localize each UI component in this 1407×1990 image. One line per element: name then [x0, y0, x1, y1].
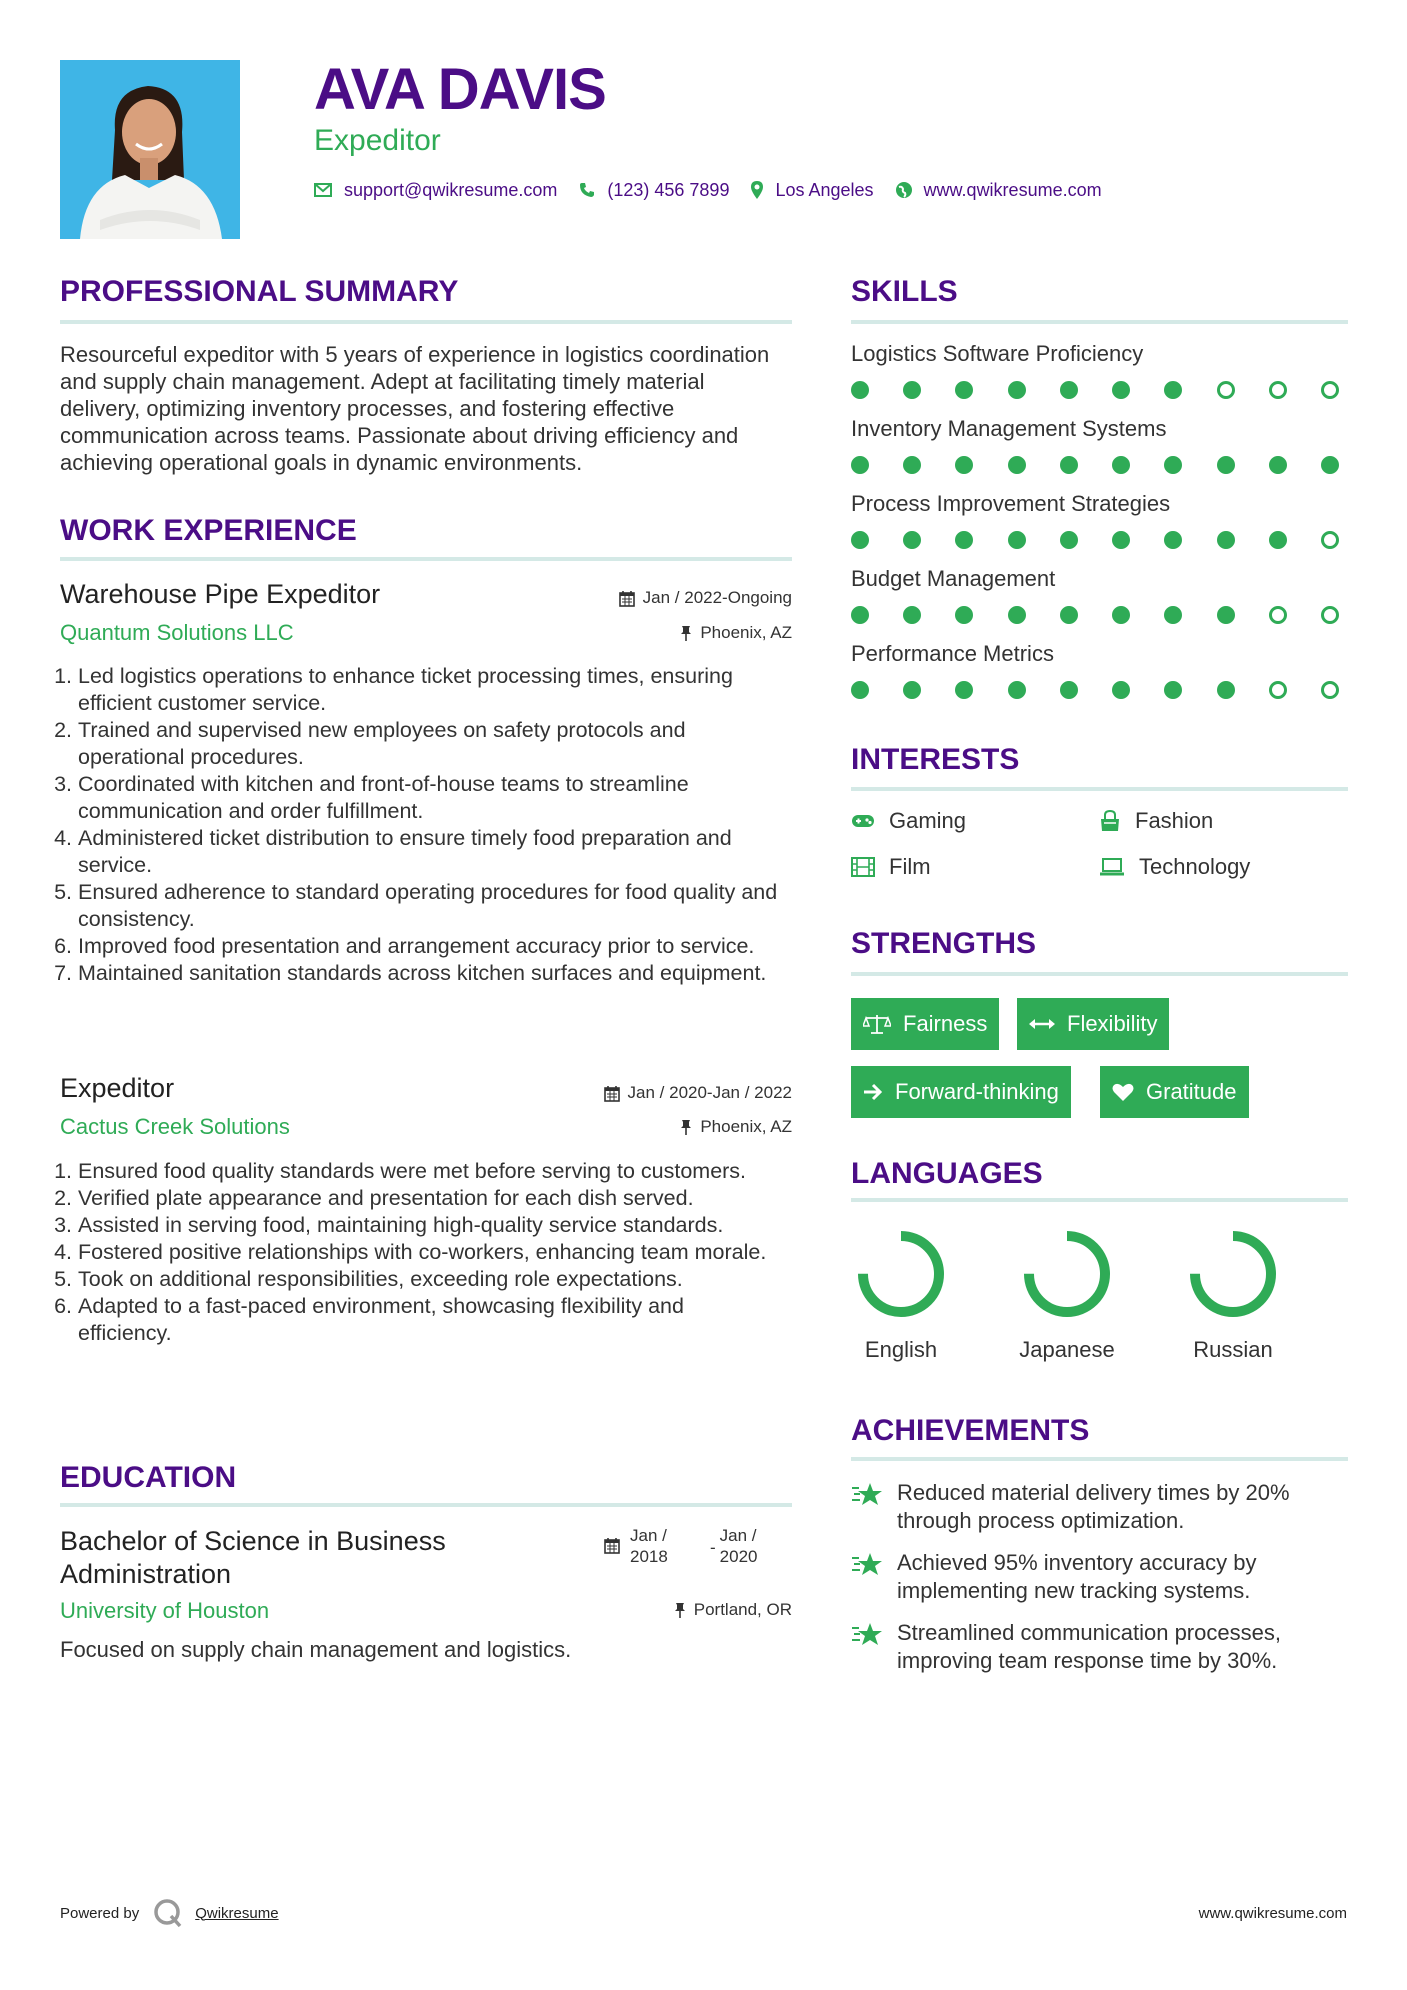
rating-dot-empty — [1217, 381, 1235, 399]
languages-divider — [851, 1198, 1348, 1202]
job-location-text: Phoenix, AZ — [700, 623, 792, 642]
interest-label: Technology — [1139, 854, 1251, 879]
skill-name: Budget Management — [851, 566, 1056, 591]
education-divider — [60, 1503, 792, 1507]
interest-label: Fashion — [1135, 808, 1214, 833]
list-item: 1. Led logistics operations to enhance ticket processing times, ensuring efficient customer service. — [78, 663, 780, 717]
skill-name: Inventory Management Systems — [851, 416, 1167, 441]
rating-dot-filled — [955, 606, 973, 624]
job-title: Expeditor — [60, 1073, 175, 1103]
rating-dot-filled — [955, 531, 973, 549]
rating-dot-empty — [1321, 681, 1339, 699]
strength-label: Flexibility — [1067, 1011, 1158, 1036]
globe-icon — [896, 182, 912, 198]
rating-dot-empty — [1321, 606, 1339, 624]
rating-dot-filled — [1008, 381, 1026, 399]
location-text: Los Angeles — [775, 179, 874, 200]
strength-label: Forward-thinking — [895, 1079, 1059, 1104]
strength-tag — [851, 998, 999, 1050]
list-item: 2. Verified plate appearance and presentation for each dish served. — [78, 1185, 780, 1212]
language-item — [1007, 1224, 1127, 1363]
contact-location — [751, 180, 873, 201]
skills-heading: SKILLS — [851, 275, 958, 308]
qwikresume-link[interactable]: Qwikresume — [195, 1904, 279, 1922]
summary-divider — [60, 320, 792, 324]
shopping-bag-icon — [1099, 810, 1121, 832]
language-proficiency-ring — [1017, 1224, 1117, 1324]
language-name: Russian — [1193, 1337, 1273, 1362]
rating-dot-filled — [1112, 606, 1130, 624]
school-name: University of Houston — [60, 1598, 270, 1623]
job-dates-text: Jan / 2022-Ongoing — [642, 588, 792, 607]
job-dates-text: Jan / 2020-Jan / 2022 — [627, 1083, 792, 1102]
education-heading: EDUCATION — [60, 1461, 237, 1494]
rating-dot-filled — [955, 681, 973, 699]
gamepad-icon — [851, 813, 875, 829]
skill-name: Logistics Software Proficiency — [851, 341, 1144, 366]
footer-powered-by — [60, 1898, 279, 1928]
interests-heading: INTERESTS — [851, 743, 1020, 776]
website-text: www.qwikresume.com — [923, 179, 1102, 200]
strengths-divider — [851, 972, 1348, 976]
achievement-item — [851, 1619, 1331, 1675]
job-location — [480, 623, 792, 643]
interest-technology — [1099, 854, 1250, 880]
language-proficiency-ring — [1183, 1224, 1283, 1324]
rating-dot-filled — [1112, 681, 1130, 699]
rating-dot-filled — [903, 606, 921, 624]
star-icon — [851, 1481, 883, 1509]
rating-dot-empty — [1269, 681, 1287, 699]
skills-divider — [851, 320, 1348, 324]
rating-dot-filled — [1008, 456, 1026, 474]
star-icon — [851, 1621, 883, 1649]
rating-dot-filled — [1008, 606, 1026, 624]
laptop-icon — [1099, 858, 1125, 876]
pin-icon — [674, 1602, 686, 1618]
rating-dot-filled — [851, 381, 869, 399]
qwikresume-logo-icon — [153, 1898, 183, 1928]
rating-dot-filled — [1164, 531, 1182, 549]
list-item: 1. Ensured food quality standards were met before serving to customers. — [78, 1158, 780, 1185]
achievements-heading: ACHIEVEMENTS — [851, 1414, 1090, 1447]
language-name: Japanese — [1019, 1337, 1115, 1362]
list-item: 3. Assisted in serving food, maintaining high-quality service standards. — [78, 1212, 780, 1239]
strengths-heading: STRENGTHS — [851, 927, 1037, 960]
list-item: 6. Adapted to a fast-paced environment, showcasing flexibility and efficiency. — [78, 1293, 780, 1347]
skill-rating — [851, 606, 1339, 624]
language-item — [841, 1224, 961, 1363]
rating-dot-filled — [1164, 681, 1182, 699]
list-item: 3. Coordinated with kitchen and front-of-house teams to streamline communication and order fulfillment. — [78, 771, 780, 825]
proficiency-arc — [863, 1236, 939, 1312]
rating-dot-filled — [851, 681, 869, 699]
profile-photo — [60, 60, 240, 239]
interest-label: Film — [889, 854, 931, 879]
language-name: English — [864, 1337, 938, 1362]
summary-text: Resourceful expeditor with 5 years of experience in logistics coordination and supply chain management. Adept at facilitating timely material delivery, optimizing inventory processes, and fostering effective communication across teams. Passionate about driving efficiency and achieving operational goals in dynamic environments. — [60, 342, 770, 475]
rating-dot-filled — [1217, 606, 1235, 624]
arrow-right-icon — [863, 1083, 883, 1101]
language-proficiency-ring — [851, 1224, 951, 1324]
rating-dot-filled — [851, 531, 869, 549]
degree-title: Bachelor of Science in Business Administration — [60, 1526, 446, 1589]
strength-label: Fairness — [903, 1011, 988, 1036]
experience-divider — [60, 557, 792, 561]
achievement-item — [851, 1479, 1331, 1535]
list-item: 5. Ensured adherence to standard operating procedures for food quality and consistency. — [78, 879, 780, 933]
job-responsibilities — [60, 1158, 780, 1347]
interest-film — [851, 854, 931, 880]
rating-dot-filled — [1060, 531, 1078, 549]
email-text: support@qwikresume.com — [344, 179, 558, 200]
map-pin-icon — [751, 181, 763, 199]
calendar-icon — [604, 1085, 620, 1102]
rating-dot-filled — [1164, 606, 1182, 624]
rating-dot-filled — [851, 456, 869, 474]
strength-tag — [851, 1066, 1071, 1118]
rating-dot-filled — [903, 681, 921, 699]
candidate-name: AVA DAVIS — [314, 57, 606, 122]
list-item: 4. Fostered positive relationships with co-workers, enhancing team morale. — [78, 1239, 780, 1266]
achievement-text: Streamlined communication processes, improving team response time by 30%. — [897, 1620, 1281, 1673]
skill-name: Performance Metrics — [851, 641, 1054, 666]
achievement-text: Reduced material delivery times by 20% through process optimization. — [897, 1480, 1290, 1533]
rating-dot-filled — [955, 456, 973, 474]
phone-text: (123) 456 7899 — [607, 179, 730, 200]
rating-dot-empty — [1269, 606, 1287, 624]
job-responsibilities — [60, 663, 780, 987]
rating-dot-filled — [1217, 681, 1235, 699]
job-location — [480, 1117, 792, 1137]
rating-dot-empty — [1269, 381, 1287, 399]
skill-rating — [851, 531, 1339, 549]
contact-email[interactable] — [314, 180, 557, 201]
interest-label: Gaming — [889, 808, 967, 833]
rating-dot-filled — [1112, 531, 1130, 549]
language-item — [1173, 1224, 1293, 1363]
education-location-text: Portland, OR — [693, 1600, 792, 1619]
education-start: Jan / 2018 — [630, 1526, 668, 1566]
rating-dot-empty — [1321, 381, 1339, 399]
achievement-text: Achieved 95% inventory accuracy by implementing new tracking systems. — [897, 1550, 1257, 1603]
list-item: 4. Administered ticket distribution to ensure timely food preparation and service. — [78, 825, 780, 879]
calendar-icon — [604, 1537, 620, 1554]
rating-dot-filled — [1164, 381, 1182, 399]
rating-dot-filled — [1008, 531, 1026, 549]
strength-tag — [1017, 998, 1169, 1050]
job-dates — [480, 588, 792, 608]
rating-dot-filled — [903, 531, 921, 549]
rating-dot-filled — [903, 456, 921, 474]
interest-gaming — [851, 808, 966, 834]
pin-icon — [680, 625, 692, 641]
rating-dot-filled — [1217, 456, 1235, 474]
achievement-item — [851, 1549, 1331, 1605]
list-item: 5. Took on additional responsibilities, exceeding role expectations. — [78, 1266, 780, 1293]
company-name: Cactus Creek Solutions — [60, 1114, 290, 1139]
rating-dot-filled — [1008, 681, 1026, 699]
proficiency-arc — [1029, 1236, 1105, 1312]
contact-phone[interactable] — [579, 180, 729, 201]
strength-tag — [1100, 1066, 1249, 1118]
rating-dot-filled — [1060, 681, 1078, 699]
list-item: 2. Trained and supervised new employees on safety protocols and operational procedures. — [78, 717, 780, 771]
rating-dot-filled — [1269, 456, 1287, 474]
rating-dot-filled — [1112, 456, 1130, 474]
education-description: Focused on supply chain management and logistics. — [60, 1637, 572, 1662]
candidate-role: Expeditor — [314, 124, 441, 157]
strength-label: Gratitude — [1146, 1079, 1237, 1104]
rating-dot-filled — [1112, 381, 1130, 399]
rating-dot-filled — [1060, 381, 1078, 399]
scale-icon — [863, 1013, 891, 1035]
heart-icon — [1112, 1082, 1134, 1102]
arrows-horizontal-icon — [1029, 1017, 1055, 1031]
job-location-text: Phoenix, AZ — [700, 1117, 792, 1136]
rating-dot-filled — [851, 606, 869, 624]
education-location — [480, 1600, 792, 1620]
job-dates — [480, 1083, 792, 1103]
rating-dot-filled — [1269, 531, 1287, 549]
powered-by-text: Powered by — [60, 1904, 140, 1922]
rating-dot-filled — [903, 381, 921, 399]
skill-rating — [851, 381, 1339, 399]
rating-dot-empty — [1321, 531, 1339, 549]
experience-heading: WORK EXPERIENCE — [60, 514, 357, 547]
interest-fashion — [1099, 808, 1213, 834]
achievements-divider — [851, 1457, 1348, 1461]
list-item: 7. Maintained sanitation standards across kitchen surfaces and equipment. — [78, 960, 780, 987]
list-item: 6. Improved food presentation and arrangement accuracy prior to service. — [78, 933, 780, 960]
contact-website[interactable] — [896, 180, 1102, 201]
phone-icon — [579, 182, 595, 198]
proficiency-arc — [1195, 1236, 1271, 1312]
languages-heading: LANGUAGES — [851, 1157, 1043, 1190]
company-name: Quantum Solutions LLC — [60, 620, 294, 645]
skill-name: Process Improvement Strategies — [851, 491, 1171, 516]
footer-url[interactable]: www.qwikresume.com — [1198, 1905, 1347, 1922]
film-icon — [851, 857, 875, 877]
envelope-icon — [314, 183, 332, 197]
education-end: Jan / 2020 — [719, 1526, 758, 1566]
calendar-icon — [619, 590, 635, 607]
job-title: Warehouse Pipe Expeditor — [60, 579, 381, 609]
contact-bar — [314, 176, 1124, 204]
pin-icon — [680, 1119, 692, 1135]
star-icon — [851, 1551, 883, 1579]
interests-divider — [851, 787, 1348, 791]
rating-dot-filled — [1060, 456, 1078, 474]
summary-heading: PROFESSIONAL SUMMARY — [60, 275, 459, 308]
rating-dot-filled — [1217, 531, 1235, 549]
rating-dot-filled — [955, 381, 973, 399]
education-dash: - — [710, 1538, 716, 1557]
education-dates — [604, 1525, 770, 1567]
rating-dot-filled — [1060, 606, 1078, 624]
skill-rating — [851, 681, 1339, 699]
skill-rating — [851, 456, 1339, 474]
rating-dot-filled — [1164, 456, 1182, 474]
rating-dot-filled — [1321, 456, 1339, 474]
